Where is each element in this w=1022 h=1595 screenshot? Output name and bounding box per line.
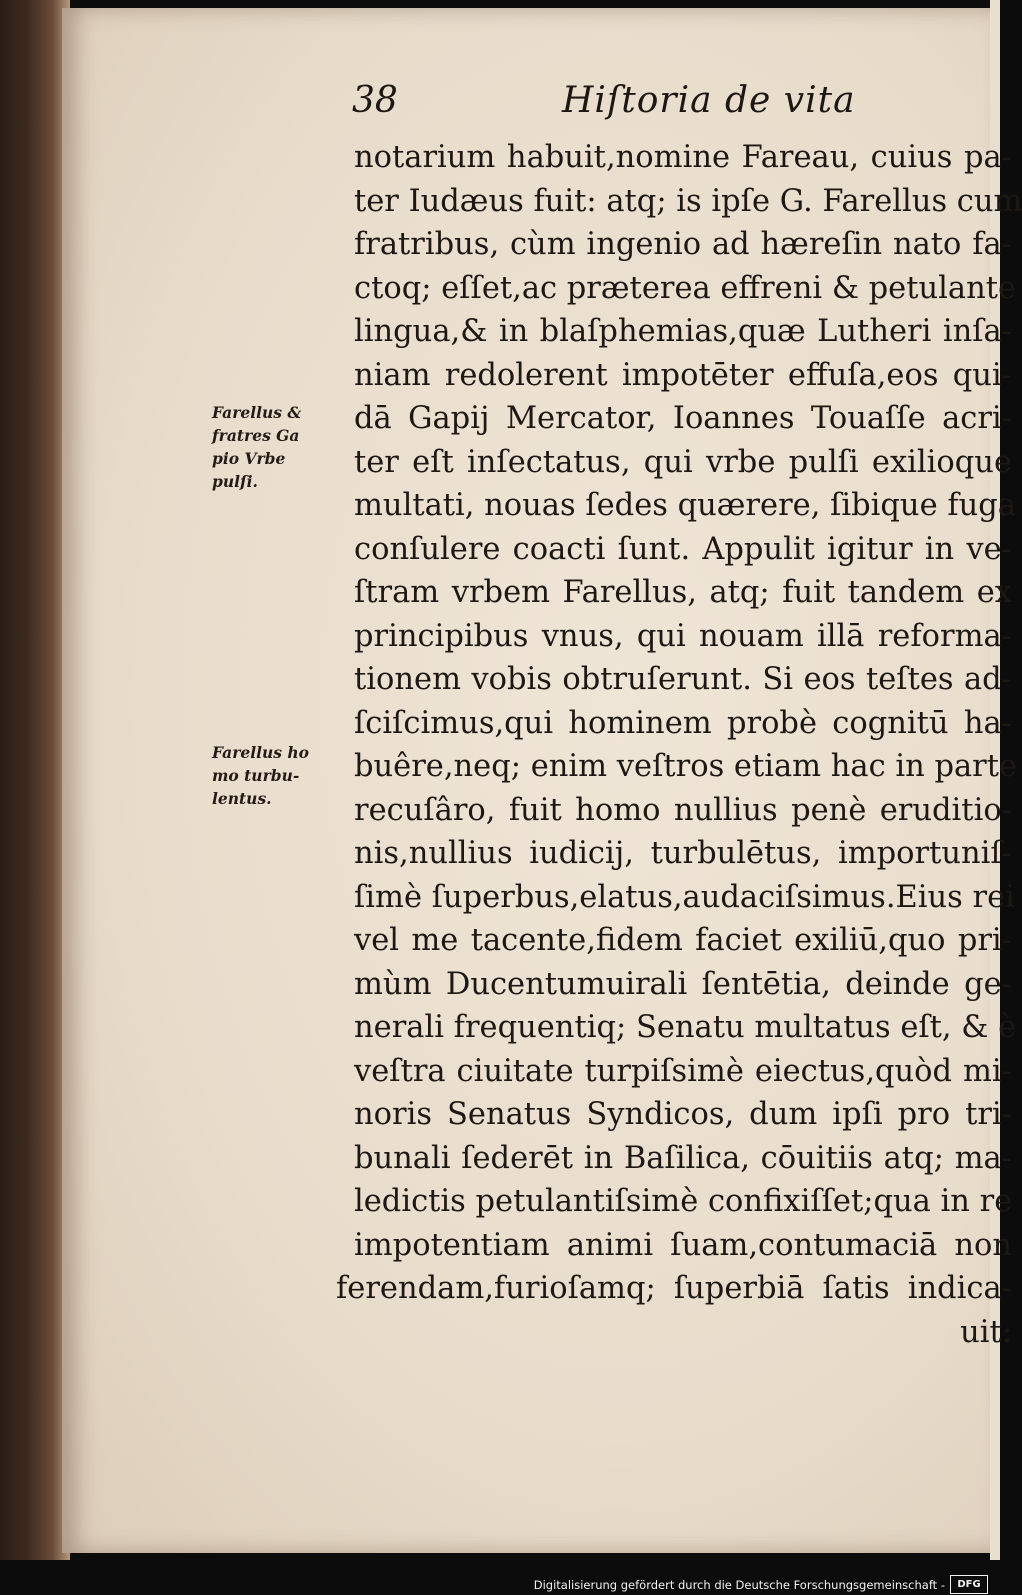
text-line: lingua,& in blaſphemias,quæ Lutheri inſa-: [354, 314, 1012, 349]
text-line: ter eſt inſectatus, qui vrbe pulſi exilioque: [354, 444, 1012, 480]
text-line: ferendam,furioſamq; ſuperbiā ſatis indica-: [336, 1271, 1012, 1306]
book-page: [62, 8, 1022, 1553]
book-spine-edge: [0, 0, 70, 1560]
text-line: notarium habuit,nomine Fareau, cuius pa-: [354, 140, 1012, 175]
text-line: principibus vnus, qui nouam illā reforma-: [354, 618, 1012, 654]
margin-note-line: Farellus ho: [212, 743, 310, 762]
margin-note-farellus-turbulentus: [212, 741, 347, 810]
page-header: [62, 80, 990, 130]
text-line: conſulere coacti ſunt. Appulit igitur in ve-: [354, 531, 1012, 567]
margin-note-line: mo turbu-: [212, 766, 300, 785]
text-line: buêre,neq; enim veſtros etiam hac in parte: [354, 749, 1018, 784]
text-line: ſimè ſuperbus,elatus,audaciſsimus.Eius rei: [354, 879, 1015, 915]
text-line: nerali frequentiq; Senatu multatus eſt, & è: [354, 1010, 1017, 1045]
text-line: bunali ſederēt in Baſilica, cōuitiis atq; ma-: [354, 1140, 1012, 1176]
margin-note-line: pulſi.: [212, 472, 258, 491]
text-line: vel me tacente,fidem faciet exiliū,quo pri-: [354, 923, 1012, 958]
margin-note-line: lentus.: [212, 789, 272, 808]
text-line: multati, nouas ſedes quærere, ſibique fuga: [354, 488, 1016, 523]
dfg-logo-icon: DFG: [950, 1575, 988, 1594]
page-number: 38: [352, 80, 398, 121]
digitization-footer: [0, 1560, 1000, 1595]
text-line: nis,nullius iudicij, turbulētus, importuniſ-: [354, 836, 1012, 871]
text-line: noris Senatus Syndicos, dum ipſi pro tri-: [354, 1097, 1012, 1132]
margin-note-farellus-fratres: [212, 401, 347, 493]
text-line: recuſâro, fuit homo nullius penè eruditio-: [354, 792, 1012, 828]
body-text: [336, 136, 1022, 1354]
text-line: niam redolerent impotēter effuſa,eos qui-: [354, 357, 1012, 393]
text-line: tionem vobis obtruſerunt. Si eos teſtes ad-: [354, 662, 1012, 697]
margin-note-line: fratres Ga: [212, 426, 300, 445]
text-line: ledictis petulantiſsimè confixiſſet;qua in re: [354, 1184, 1013, 1219]
text-line: dā Gapij Mercator, Ioannes Touaſſe acri-: [354, 401, 1012, 436]
margin-note-line: pio Vrbe: [212, 449, 286, 468]
text-line: ctoq; eſſet,ac præterea effreni & petulante: [354, 270, 1017, 306]
text-line: ſciſcimus,qui hominem probè cognitū ha-: [354, 705, 1012, 741]
text-line: fratribus, cùm ingenio ad hæreſin nato fa-: [354, 227, 1012, 262]
footer-credit: Digitalisierung gefördert durch die Deutsche Forschungsgemeinschaft -: [533, 1578, 945, 1592]
catchword: uit:: [960, 1314, 1012, 1350]
text-line: veſtra ciuitate turpiſsimè eiectus,quòd mi-: [354, 1053, 1012, 1089]
text-line: mùm Ducentumuirali ſentētia, deinde ge-: [354, 966, 1012, 1002]
text-line: impotentiam animi ſuam,contumaciā non: [354, 1227, 1012, 1263]
running-title: Hiſtoria de vita: [562, 80, 856, 121]
text-line: ſtram vrbem Farellus, atq; fuit tandem ex: [354, 575, 1012, 610]
text-line: ter Iudæus fuit: atq; is ipſe G. Farellus cum: [354, 183, 1022, 219]
margin-note-line: Farellus &: [212, 403, 302, 422]
